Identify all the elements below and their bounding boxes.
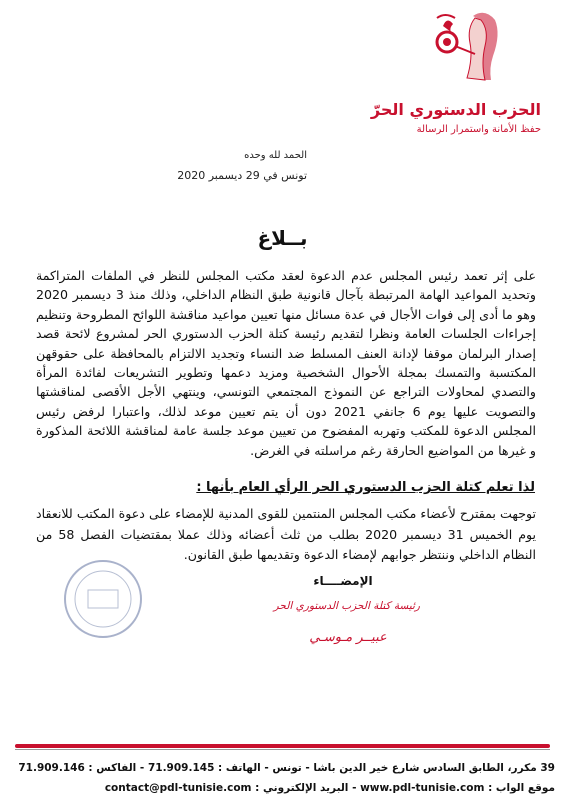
footer-divider-thin — [15, 749, 550, 750]
party-slogan: حفظ الأمانة واستمرار الرسالة — [416, 124, 541, 135]
footer-web-contact: موقع الواب : www.pdl-tunisie.com - البريد الإلكتروني : contact@pdl-tunisie.com — [104, 782, 555, 794]
signature-label: الإمضــــاء — [313, 574, 373, 588]
signer-title: رئيسة كتلة الحزب الدستوري الحر — [273, 600, 420, 612]
date-line: تونس في 29 ديسمبر 2020 — [177, 169, 307, 182]
party-logo — [370, 8, 555, 148]
signer-name: عبيــر مـوسـي — [309, 630, 387, 645]
section-subheading: لذا تعلم كتلة الحزب الدستوري الحر الرأي العام بأنها : — [196, 480, 535, 495]
footer-address: 39 مكرر، الطابق السادس شارع خير الدين باشا - تونس - الهاتف : 71.909.145 - الفاكس : 71.909.146 — [18, 762, 555, 774]
document-title: بــلاغ — [257, 226, 308, 250]
stamp-seal-icon — [60, 556, 146, 642]
opening-invocation: الحمد لله وحده — [244, 150, 307, 161]
paragraph-2-text: توجهت بمقترح لأعضاء مكتب المجلس المنتمين للقوى المدنية للإمضاء على دعوة المكتب للانعقاد يوم الخميس 31 ديسمبر 2020 بطلب من ثلث أعضائه وذلك عملا بمقتضيات الفصل 58 من النظام الداخلي وننتظر جوابهم لإمضاء الدعوة وتقديمها طبق القانون. — [36, 506, 536, 562]
official-stamp — [60, 556, 146, 642]
footer-divider — [15, 744, 550, 748]
paragraph-1-text: على إثر تعمد رئيس المجلس عدم الدعوة لعقد مكتب المجلس للنظر في الملفات المتراكمة وتحديد المواعيد الهامة المرتبطة بآجال قانونية طبق النظام الداخلي، وذلك منذ 3 ديسمبر 2020 وهو ما أدى إلى فوات الأجال في عدة مسائل منها تعيين مواعيد مناقشة اللوائح المطروحة وتنظيم إجراءات الجلسات العامة ونظرا لتقديم رئيسة كتلة الحزب الدستوري الحر لمشروع لائحة قصد إصدار البرلمان موقفا لإدانة العنف المسلط ضد النساء وتجديد الالتزام بالمحافظة على حقوقهن المكتسبة والتمسك بمجلة الأحوال الشخصية ومزيد دعمها وتطوير التشريعات لفائدة المرأة والتصدي لمحاولات التراجع عن النموذج المجتمعي التونسي، وينتهي الأجل الأقصى لمناقشتها والتصويت عليها يوم 6 جانفي 2021 دون أن يتم تعيين موعد لذلك، واعتبارا لرفض رئيس المجلس الدعوة للمكتب وتهربه المفضوح من تعيين موعد جلسة عامة لمناقشة اللائحة المذكورة و غيرها من المواضيع الحارقة رغم مراسلته في الغرض. — [36, 268, 536, 458]
party-logo-emblem-icon — [415, 8, 535, 98]
body-paragraph-1 — [36, 266, 536, 460]
party-name: الحزب الدستوري الحرّ — [370, 100, 541, 119]
